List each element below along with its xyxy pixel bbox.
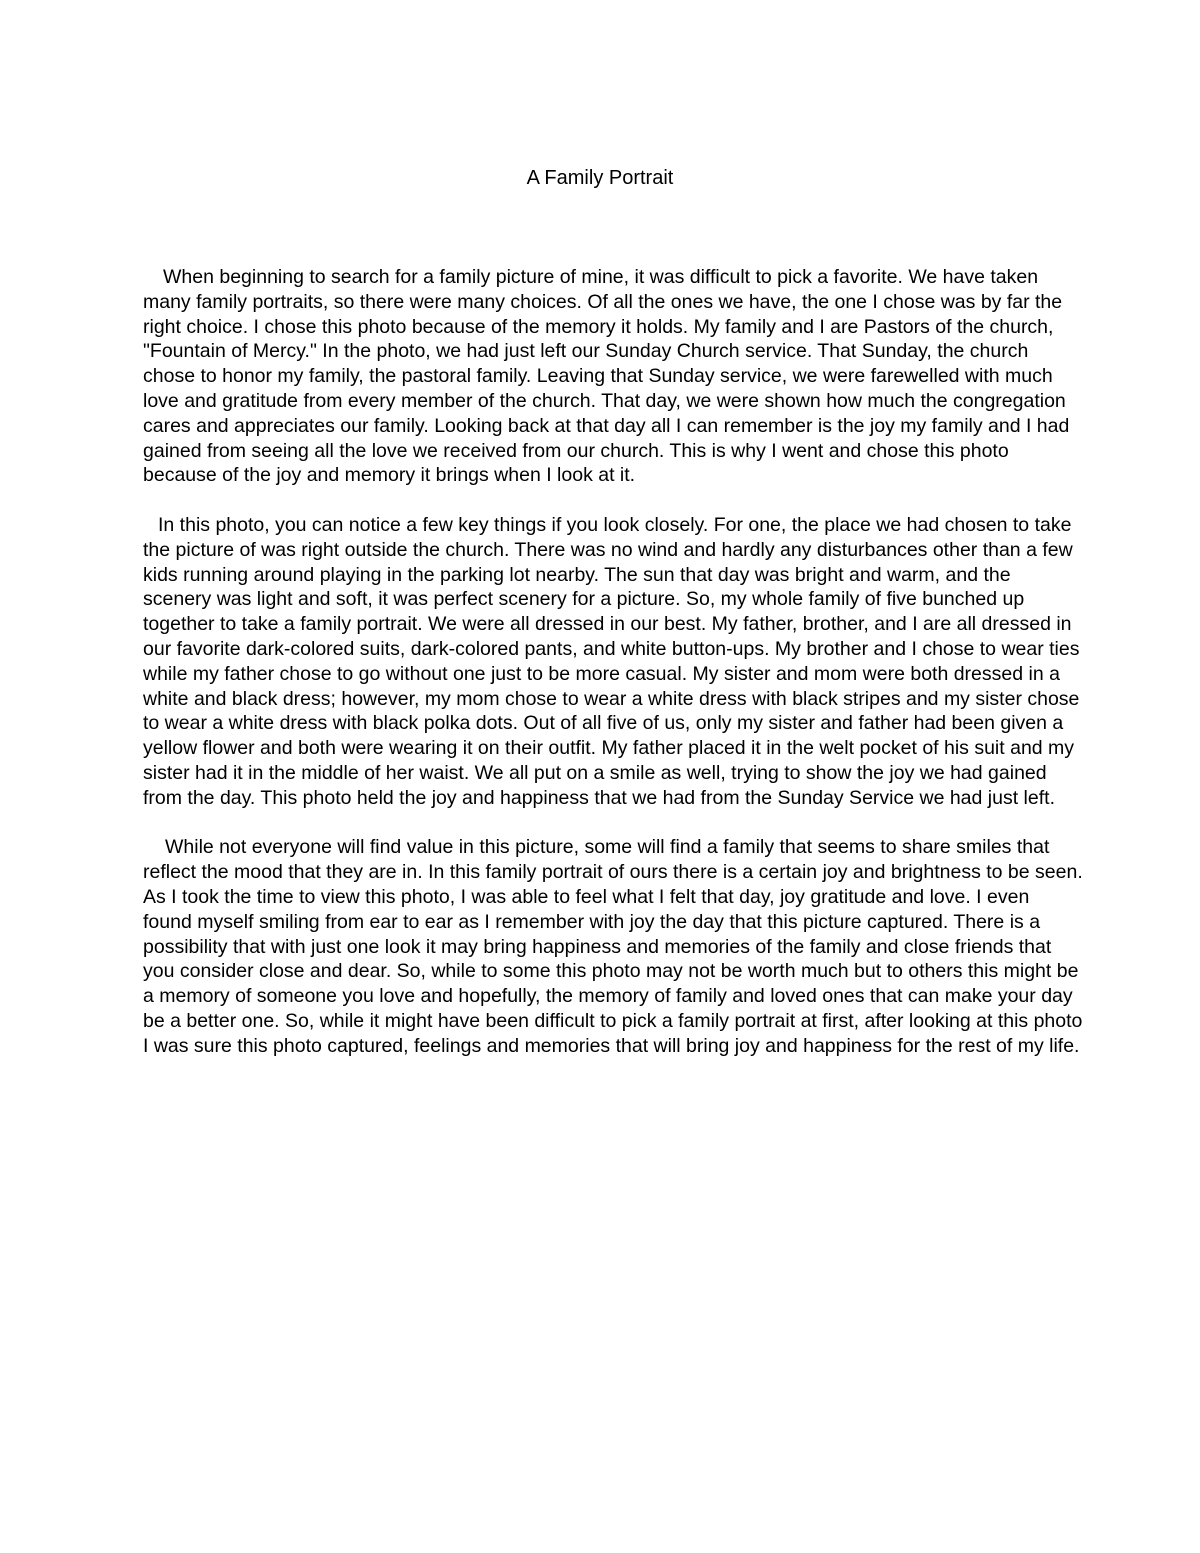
- paragraph-2: [143, 513, 1083, 811]
- paragraph-text: When beginning to search for a family picture of mine, it was difficult to pick a favorite. We have taken many family portraits, so there were many choices. Of all the ones we have, the one I chose was by far the right choice. I chose this photo because of the memory it holds. My family and I are Pastors of the church, "Fountain of Mercy." In the photo, we had just left our Sunday Church service. That Sunday, the church chose to honor my family, the pastoral family. Leaving that Sunday service, we were farewelled with much love and gratitude from every member of the church. That day, we were shown how much the congregation cares and appreciates our family. Looking back at that day all I can remember is the joy my family and I had gained from seeing all the love we received from our church. This is why I went and chose this photo because of the joy and memory it brings when I look at it.: [143, 266, 1070, 487]
- document-body: [143, 265, 1083, 1059]
- paragraph-3: [143, 835, 1083, 1058]
- paragraph-text: While not everyone will find value in this picture, some will find a family that seems to share smiles that reflect the mood that they are in. In this family portrait of ours there is a certain joy and brightness to be seen. As I took the time to view this photo, I was able to feel what I felt that day, joy gratitude and love. I even found myself smiling from ear to ear as I remember with joy the day that this picture captured. There is a possibility that with just one look it may bring happiness and memories of the family and close friends that you consider close and dear. So, while to some this photo may not be worth much but to others this might be a memory of someone you love and hopefully, the memory of family and loved ones that can make your day be a better one. So, while it might have been difficult to pick a family portrait at first, after looking at this photo I was sure this photo captured, feelings and memories that will bring joy and happiness for the rest of my life.: [143, 836, 1083, 1057]
- paragraph-1: [143, 265, 1083, 488]
- document-title: A Family Portrait: [526, 167, 674, 189]
- paragraph-text: In this photo, you can notice a few key things if you look closely. For one, the place we had chosen to take the picture of was right outside the church. There was no wind and hardly any disturbances other than a few kids running around playing in the parking lot nearby. The sun that day was bright and warm, and the scenery was light and soft, it was perfect scenery for a picture. So, my whole family of five bunched up together to take a family portrait. We were all dressed in our best. My father, brother, and I are all dressed in our favorite dark-colored suits, dark-colored pants, and white button-ups. My brother and I chose to wear ties while my father chose to go without one just to be more casual. My sister and mom were both dressed in a white and black dress; however, my mom chose to wear a white dress with black stripes and my sister chose to wear a white dress with black polka dots. Out of all five of us, only my sister and father had been given a yellow flower and both were wearing it on their outfit. My father placed it in the welt pocket of his suit and my sister had it in the middle of her waist. We all put on a smile as well, trying to show the joy we had gained from the day. This photo held the joy and happiness that we had from the Sunday Service we had just left.: [143, 513, 1080, 809]
